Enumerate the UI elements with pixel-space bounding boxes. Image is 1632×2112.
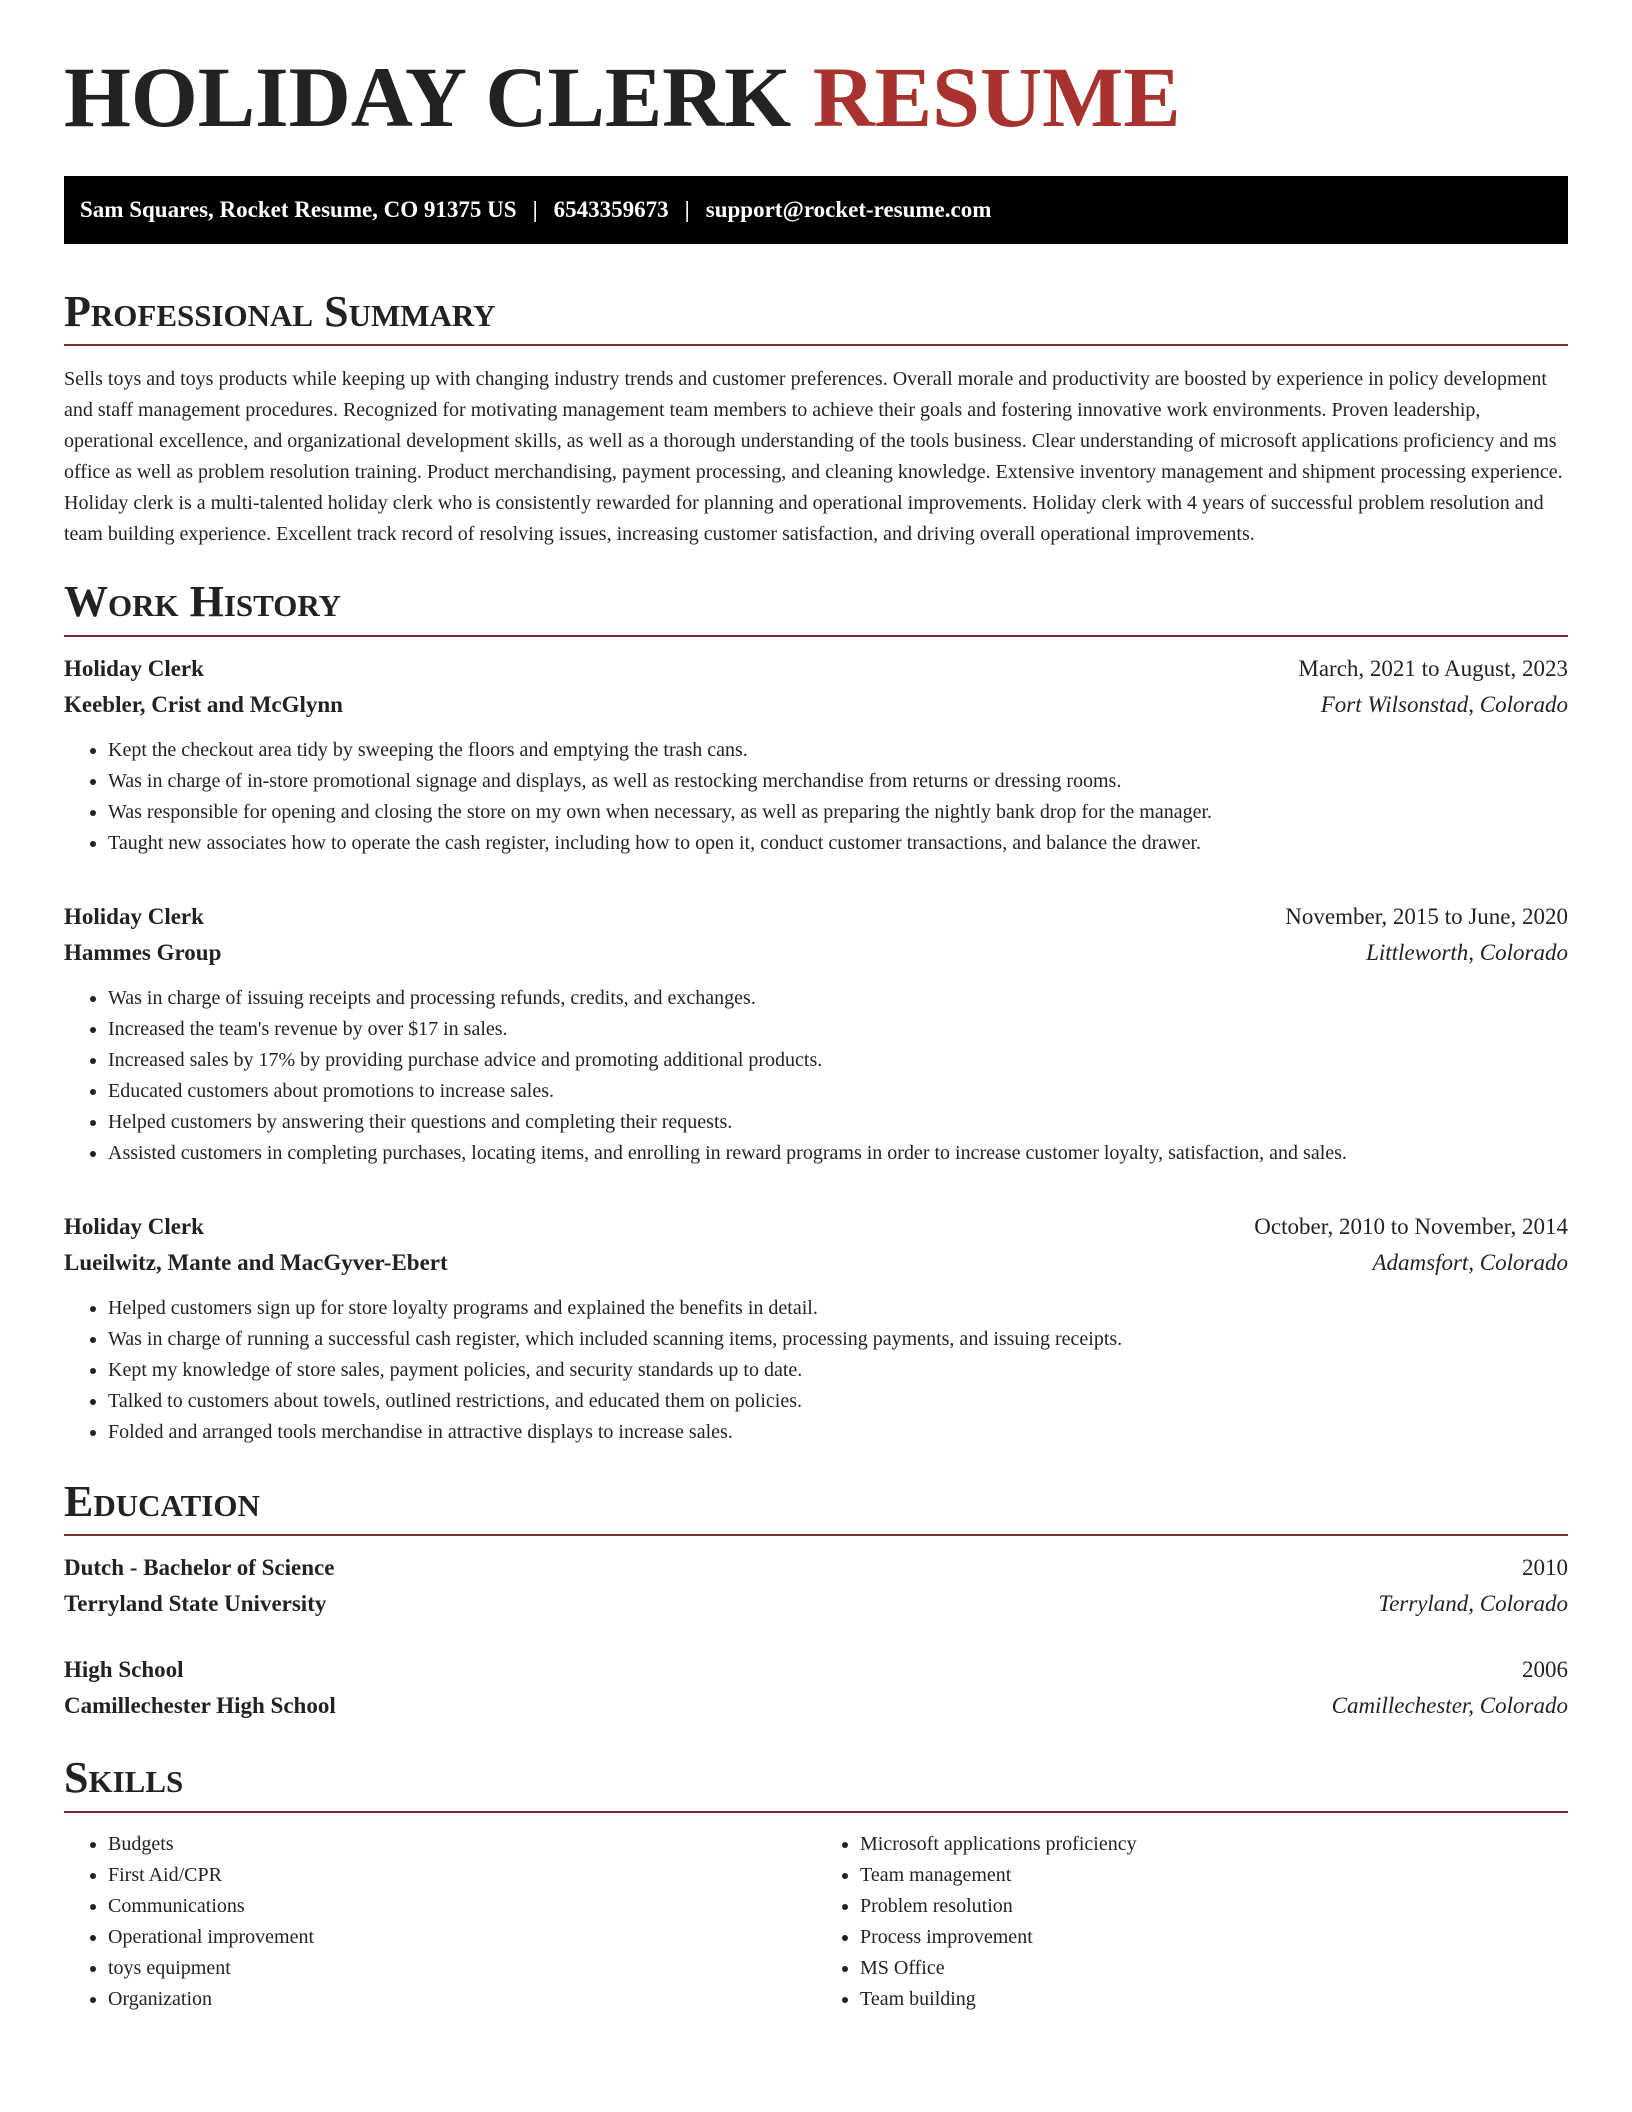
skill-item: • MS Office xyxy=(860,1953,1568,1984)
education-location: Camillechester, Colorado xyxy=(1331,1693,1568,1719)
skills-list-left xyxy=(64,1829,816,2015)
job-bullet: • Talked to customers about towels, outlined restrictions, and educated them on policies. xyxy=(108,1386,1568,1417)
job-entry xyxy=(64,651,1568,859)
job-bullets xyxy=(64,1293,1568,1448)
contact-bar xyxy=(64,176,1568,244)
education-heading: Education xyxy=(64,1478,1568,1536)
job-location: Adamsfort, Colorado xyxy=(1372,1249,1568,1275)
education-school: Terryland State University xyxy=(64,1591,327,1617)
skill-item: • First Aid/CPR xyxy=(108,1860,816,1891)
job-bullet: • Increased sales by 17% by providing purchase advice and promoting additional products. xyxy=(108,1045,1568,1076)
skill-item: • Microsoft applications proficiency xyxy=(860,1829,1568,1860)
contact-separator: | xyxy=(532,197,538,222)
contact-phone: 6543359673 xyxy=(553,197,669,222)
job-bullet: • Was in charge of running a successful cash register, which included scanning items, processing payments, and issuing receipts. xyxy=(108,1324,1568,1355)
education-school-row xyxy=(64,1688,1568,1724)
job-dates: March, 2021 to August, 2023 xyxy=(1298,655,1568,681)
resume-title-main: HOLIDAY CLERK xyxy=(64,49,813,145)
skills-heading: Skills xyxy=(64,1754,1568,1812)
job-company-row xyxy=(64,1245,1568,1281)
job-dates: November, 2015 to June, 2020 xyxy=(1285,903,1568,929)
job-company: Hammes Group xyxy=(64,939,222,965)
job-bullet: • Helped customers sign up for store loyalty programs and explained the benefits in detail. xyxy=(108,1293,1568,1324)
job-bullet: • Educated customers about promotions to increase sales. xyxy=(108,1076,1568,1107)
job-company: Keebler, Crist and McGlynn xyxy=(64,691,343,717)
job-bullet: • Was in charge of issuing receipts and processing refunds, credits, and exchanges. xyxy=(108,983,1568,1014)
skills-grid xyxy=(64,1829,1568,2015)
job-bullet: • Increased the team's revenue by over $17 in sales. xyxy=(108,1014,1568,1045)
summary-heading: Professional Summary xyxy=(64,288,1568,346)
job-bullet: • Kept my knowledge of store sales, payment policies, and security standards up to date. xyxy=(108,1355,1568,1386)
job-title: Holiday Clerk xyxy=(64,1213,204,1239)
skill-item: • Team building xyxy=(860,1984,1568,2015)
skill-item: • Communications xyxy=(108,1891,816,1922)
education-year: 2006 xyxy=(1522,1657,1568,1683)
job-header-row xyxy=(64,1209,1568,1245)
job-bullets xyxy=(64,983,1568,1169)
job-entry xyxy=(64,1209,1568,1448)
skill-item: • Problem resolution xyxy=(860,1891,1568,1922)
job-bullet: • Was responsible for opening and closing the store on my own when necessary, as well as preparing the nightly bank drop for the manager. xyxy=(108,797,1568,828)
job-bullets xyxy=(64,735,1568,859)
summary-text: Sells toys and toys products while keeping up with changing industry trends and customer preferences. Overall morale and productivity are boosted by experience in policy development and staff management procedures. Recognized for motivating management team members to achieve their goals and fostering innovative work environments. Proven leadership, operational excellence, and organizational development skills, as well as a thorough understanding of the tools business. Clear understanding of microsoft applications proficiency and ms office as well as problem resolution training. Product merchandising, payment processing, and cleaning knowledge. Extensive inventory management and shipment processing experience. Holiday clerk is a multi-talented holiday clerk who is consistently rewarded for planning and operational improvements. Holiday clerk with 4 years of successful problem resolution and team building experience. Excellent track record of resolving issues, increasing customer satisfaction, and driving overall operational improvements. xyxy=(64,368,1563,546)
education-degree-row xyxy=(64,1550,1568,1586)
job-title: Holiday Clerk xyxy=(64,903,204,929)
education-school: Camillechester High School xyxy=(64,1693,336,1719)
education-year: 2010 xyxy=(1522,1555,1568,1581)
job-bullet: • Assisted customers in completing purchases, locating items, and enrolling in reward programs in order to increase customer loyalty, satisfaction, and sales. xyxy=(108,1138,1568,1169)
education-entry xyxy=(64,1652,1568,1724)
skill-item: • Budgets xyxy=(108,1829,816,1860)
job-company: Lueilwitz, Mante and MacGyver-Ebert xyxy=(64,1249,448,1275)
job-bullet: • Folded and arranged tools merchandise in attractive displays to increase sales. xyxy=(108,1417,1568,1448)
job-location: Fort Wilsonstad, Colorado xyxy=(1320,691,1568,717)
job-dates: October, 2010 to November, 2014 xyxy=(1254,1213,1568,1239)
skill-item: • Operational improvement xyxy=(108,1922,816,1953)
job-company-row xyxy=(64,935,1568,971)
job-company-row xyxy=(64,687,1568,723)
contact-address: Sam Squares, Rocket Resume, CO 91375 US xyxy=(80,197,517,222)
job-bullet: • Kept the checkout area tidy by sweeping the floors and emptying the trash cans. xyxy=(108,735,1568,766)
education-degree: High School xyxy=(64,1657,184,1683)
job-bullet: • Taught new associates how to operate the cash register, including how to open it, conduct customer transactions, and balance the drawer. xyxy=(108,828,1568,859)
resume-title xyxy=(64,49,1568,154)
job-entry xyxy=(64,899,1568,1169)
job-title: Holiday Clerk xyxy=(64,655,204,681)
job-header-row xyxy=(64,899,1568,935)
work-history-heading: Work History xyxy=(64,578,1568,636)
job-header-row xyxy=(64,651,1568,687)
job-bullet: • Helped customers by answering their questions and completing their requests. xyxy=(108,1107,1568,1138)
skill-item: • Organization xyxy=(108,1984,816,2015)
education-entry xyxy=(64,1550,1568,1622)
contact-email: support@rocket-resume.com xyxy=(705,197,992,222)
education-degree-row xyxy=(64,1652,1568,1688)
contact-separator: | xyxy=(684,197,690,222)
skill-item: • toys equipment xyxy=(108,1953,816,1984)
education-location: Terryland, Colorado xyxy=(1378,1591,1568,1617)
skill-item: • Team management xyxy=(860,1860,1568,1891)
education-degree: Dutch - Bachelor of Science xyxy=(64,1555,335,1581)
skill-item: • Process improvement xyxy=(860,1922,1568,1953)
skills-list-right xyxy=(816,1829,1568,2015)
job-bullet: • Was in charge of in-store promotional signage and displays, as well as restocking merchandise from returns or dressing rooms. xyxy=(108,766,1568,797)
resume-title-accent: RESUME xyxy=(812,49,1181,145)
education-school-row xyxy=(64,1586,1568,1622)
job-location: Littleworth, Colorado xyxy=(1366,939,1568,965)
